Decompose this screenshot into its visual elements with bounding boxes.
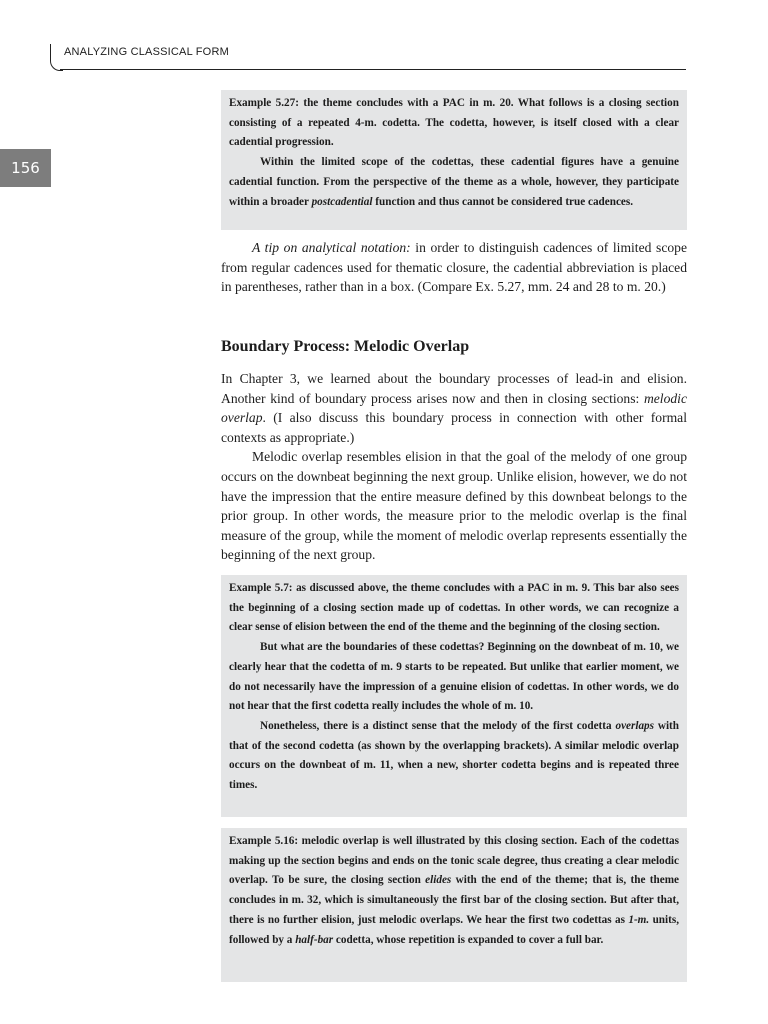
box3-text-b: with the end of the theme; that is, the theme concludes in m. 32, which is simultaneously the first bar of the closing section. But after that, there is no further elision, just melodic overlaps. We hear the first two codettas as xyxy=(229,874,679,926)
section-paragraph-2: Melodic overlap resembles elision in that the goal of the melody of one group occurs on the downbeat beginning the next group. Unlike elision, however, we do not have the impression that the entire measure defined by this downbeat belongs to the prior group. In other words, the measure prior to the melodic overlap is the final measure of the group, while the moment of melodic overlap represents essentially the beginning of the next group. xyxy=(221,449,687,563)
example-5-27-box xyxy=(221,90,687,230)
box3-emphasis-2: 1-m. xyxy=(628,913,650,926)
box1-p2-text-a: Within the limited scope of the codettas, these cadential figures have a genuine cadential function. From the perspective of the theme as a whole, however, they participate within a broader xyxy=(229,156,679,208)
example-5-16-box xyxy=(221,828,687,982)
box1-paragraph-1: Example 5.27: the theme concludes with a PAC in m. 20. What follows is a closing section consisting of a repeated 4-m. codetta. The codetta, however, is itself closed with a clear cadential progression. xyxy=(229,97,679,149)
box2-paragraph-3 xyxy=(229,717,679,796)
box3-text-d: codetta, whose repetition is expanded to cover a full bar. xyxy=(333,933,604,946)
running-head xyxy=(50,44,686,70)
tip-text: in order to distinguish cadences of limited scope from regular cadences used for thematic closure, the cadential abbreviation is placed in parentheses, rather than in a box. (Compare Ex. 5.27, mm. 24 and 28 to m. 20.) xyxy=(221,240,687,295)
running-head-bracket xyxy=(50,44,63,71)
box2-p3-emphasis: overlaps xyxy=(615,719,654,732)
analytical-tip-paragraph xyxy=(221,238,687,297)
section-paragraph-1 xyxy=(221,369,687,447)
box3-text-a: Example 5.16: melodic overlap is well illustrated by this closing section. Each of the codettas making up the section begins and ends on the tonic scale degree, thus creating a clear melodic overlap. To be sure, the closing section xyxy=(229,835,679,887)
box2-p3-text-b: with that of the second codetta (as shown by the overlapping brackets). A similar melodic overlap occurs on the downbeat of m. 11, when a new, shorter codetta begins and is repeated three times. xyxy=(229,719,679,792)
box2-paragraph-2: But what are the boundaries of these codettas? Beginning on the downbeat of m. 10, we clearly hear that the codetta of m. 9 starts to be repeated. But unlike that earlier moment, we do not necessarily have the impression of a genuine elision of codettas. In other words, we do not hear that the first codetta really includes the whole of m. 10. xyxy=(229,641,679,713)
section-p1-text-b: . (I also discuss this boundary process in connection with other formal contexts as appropriate.) xyxy=(221,410,687,445)
section-p1-text-a: In Chapter 3, we learned about the boundary processes of lead-in and elision. Another kind of boundary process arises now and then in closing sections: xyxy=(221,371,687,406)
running-head-rule xyxy=(60,69,686,70)
box3-emphasis-1: elides xyxy=(425,874,452,887)
box1-p2-emphasis: postcadential xyxy=(311,195,373,208)
section-p1-emphasis: melodic overlap xyxy=(221,390,687,426)
page-number-tab: 156 xyxy=(0,149,51,187)
running-head-title: ANALYZING CLASSICAL FORM xyxy=(64,46,229,58)
example-5-7-box xyxy=(221,575,687,817)
box3-paragraph xyxy=(229,832,679,950)
section-heading-container xyxy=(221,338,687,356)
box2-paragraph-1: Example 5.7: as discussed above, the theme concludes with a PAC in m. 9. This bar also sees the beginning of a closing section made up of codettas. In other words, we can recognize a clear sense of elision between the end of the theme and the beginning of the closing section. xyxy=(229,582,679,634)
section-heading: Boundary Process: Melodic Overlap xyxy=(221,338,470,355)
box3-emphasis-3: half-bar xyxy=(295,933,334,946)
box3-text-c: units, followed by a xyxy=(229,913,679,946)
box2-p3-text-a: Nonetheless, there is a distinct sense that the melody of the first codetta xyxy=(260,719,616,732)
tip-emphasis: A tip on analytical notation: xyxy=(252,240,411,255)
box1-p2-text-b: function and thus cannot be considered true cadences. xyxy=(372,195,634,208)
section-body xyxy=(221,369,687,565)
box1-paragraph-2 xyxy=(229,153,679,212)
